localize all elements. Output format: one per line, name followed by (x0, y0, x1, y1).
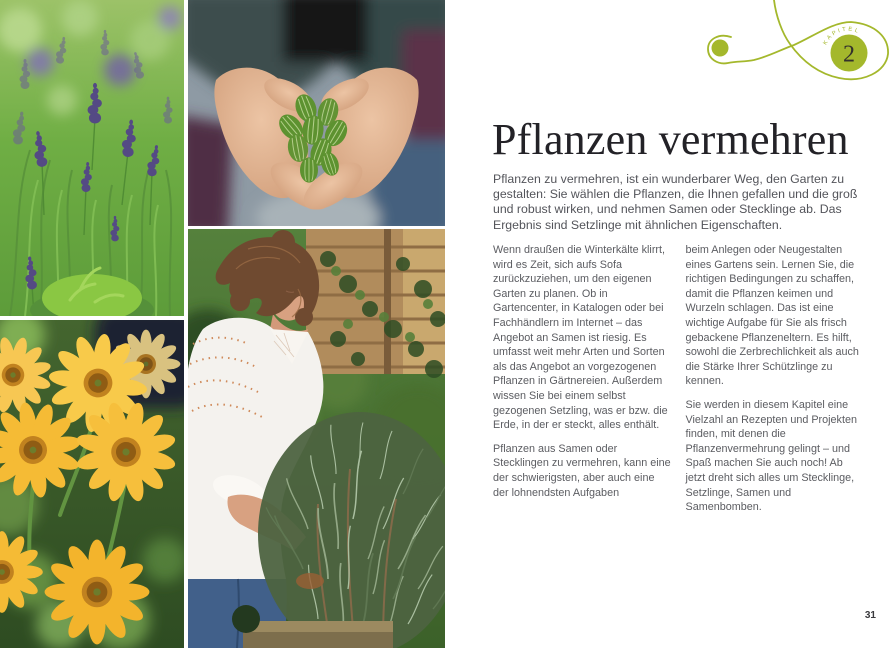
paragraph: Wenn draußen die Winterkälte klirrt, wird es Zeit, sich aufs Sofa zurückzuziehen, um den eigenen Garten zu planen. Ob in Gartencenter, in Katalogen oder bei Fachhändlern im Internet – das Angebot an Samen ist riesig. Es umfasst weit mehr Arten und Sorten als das Angebot an vorgezogenen Pflanzen in Gärtnereien. Außerdem wissen Sie bei einem selbst gezogenen Setzling, was er bzw. die Erde, in der er steckt, alles enthält. (493, 244, 668, 432)
chapter-swirl-ornament (692, 0, 892, 120)
photo-woman-gardening (188, 229, 445, 648)
paragraph: beim Anlegen oder Neugestalten eines Gartens sein. Lernen Sie, die richtigen Bedingungen zu schaffen, damit die Pflanzen keimen und Wurzeln schlagen. Das ist eine wichtige Aufgabe für Sie als frisch gebackene Pflanzeneltern. Es hilft, sowohl die Zerbrechlichkeit als auch die Stärke Ihrer Schützlinge zu kennen. (685, 244, 859, 388)
coneflower-illustration (0, 320, 184, 648)
page-number: 31 (864, 610, 876, 621)
photo-lavender (0, 0, 184, 316)
photo-cucamelon-hands (188, 0, 445, 226)
text-column-2 (686, 243, 866, 524)
gardener-illustration (188, 229, 445, 648)
photo-coneflowers (0, 320, 184, 648)
text-column-1 (493, 243, 673, 524)
chapter-title: Pflanzen vermehren (492, 115, 849, 164)
swirl-dot (712, 40, 729, 57)
chapter-number: 2 (843, 41, 855, 68)
hands-illustration (188, 0, 445, 226)
chapter-intro: Pflanzen zu vermehren, ist ein wunderbarer Weg, den Garten zu gestalten: Sie wählen die Pflanzen, die Ihnen gefallen und die groß und robust wirken, und nehmen Samen oder Stecklinge ab. Das Ergebnis sind Setzlinge mit ähnlichen Eigenschaften. (493, 172, 858, 232)
paragraph: Pflanzen aus Samen oder Stecklingen zu vermehren, kann eine der schwierigsten, aber auch eine der lohnendsten Aufgaben (493, 442, 671, 499)
body-text (493, 243, 865, 524)
lavender-illustration (0, 0, 184, 316)
wooden-fence (306, 229, 445, 378)
chapter-label: KAPITEL (822, 26, 861, 47)
paragraph: Sie werden in diesem Kapitel eine Vielzahl an Rezepten und Projekten finden, mit denen die Pflanzenvermehrung gelingt – und Spaß machen Sie auch noch! Ab jetzt dreht sich alles um Stecklinge, Setzlinge, Samen und Samenbomben. (685, 398, 857, 514)
